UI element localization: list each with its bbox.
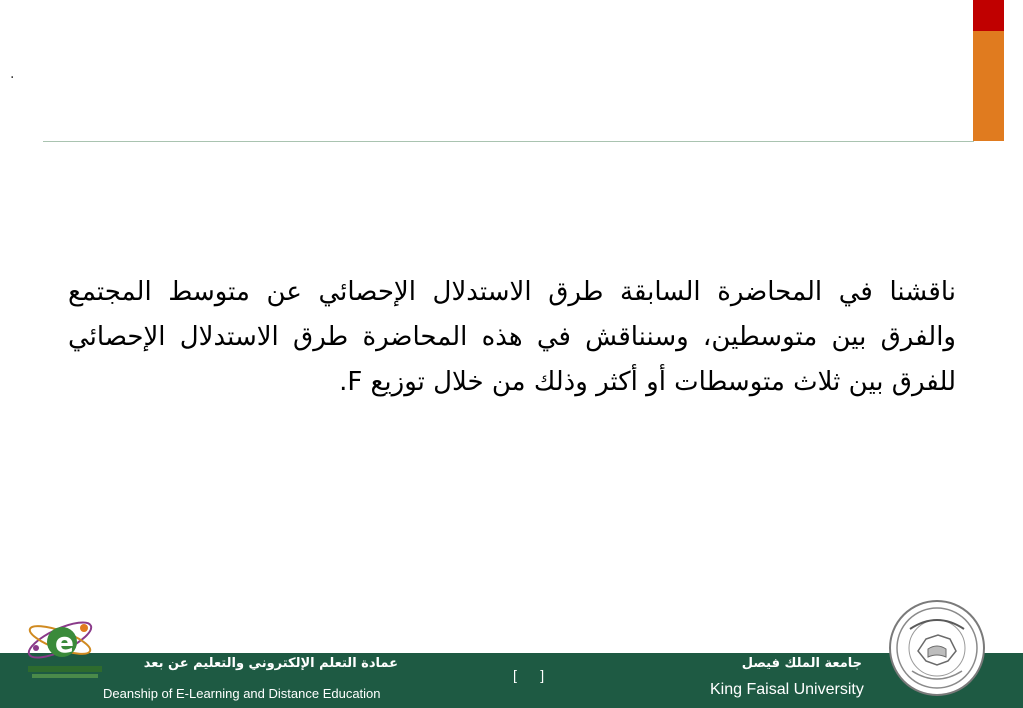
svg-text:e: e: [55, 626, 74, 659]
footer-university-english: King Faisal University: [710, 681, 864, 698]
slide-body-text: ناقشنا في المحاضرة السابقة طرق الاستدلال الإحصائي عن متوسط المجتمع والفرق بين متوسطين، وسنناقش في هذه المحاضرة طرق الاستدلال الإحصائي للفرق بين ثلاث متوسطات أو أكثر وذلك من خلال توزيع F.: [68, 277, 956, 397]
footer-page-number: [ ]: [513, 667, 545, 683]
header-divider: [43, 141, 974, 142]
footer-deanship-english: Deanship of E-Learning and Distance Education: [103, 686, 381, 701]
e-learning-logo-icon: [22, 610, 108, 688]
university-seal-icon: [888, 599, 986, 697]
accent-bar-red: [973, 0, 1004, 31]
footer-university-arabic: جامعة الملك فيصل: [741, 656, 862, 671]
slide-dot: .: [10, 66, 15, 82]
accent-bar-orange: [973, 31, 1004, 141]
footer-deanship-arabic: عمادة التعلم الإلكتروني والتعليم عن بعد: [143, 656, 398, 671]
